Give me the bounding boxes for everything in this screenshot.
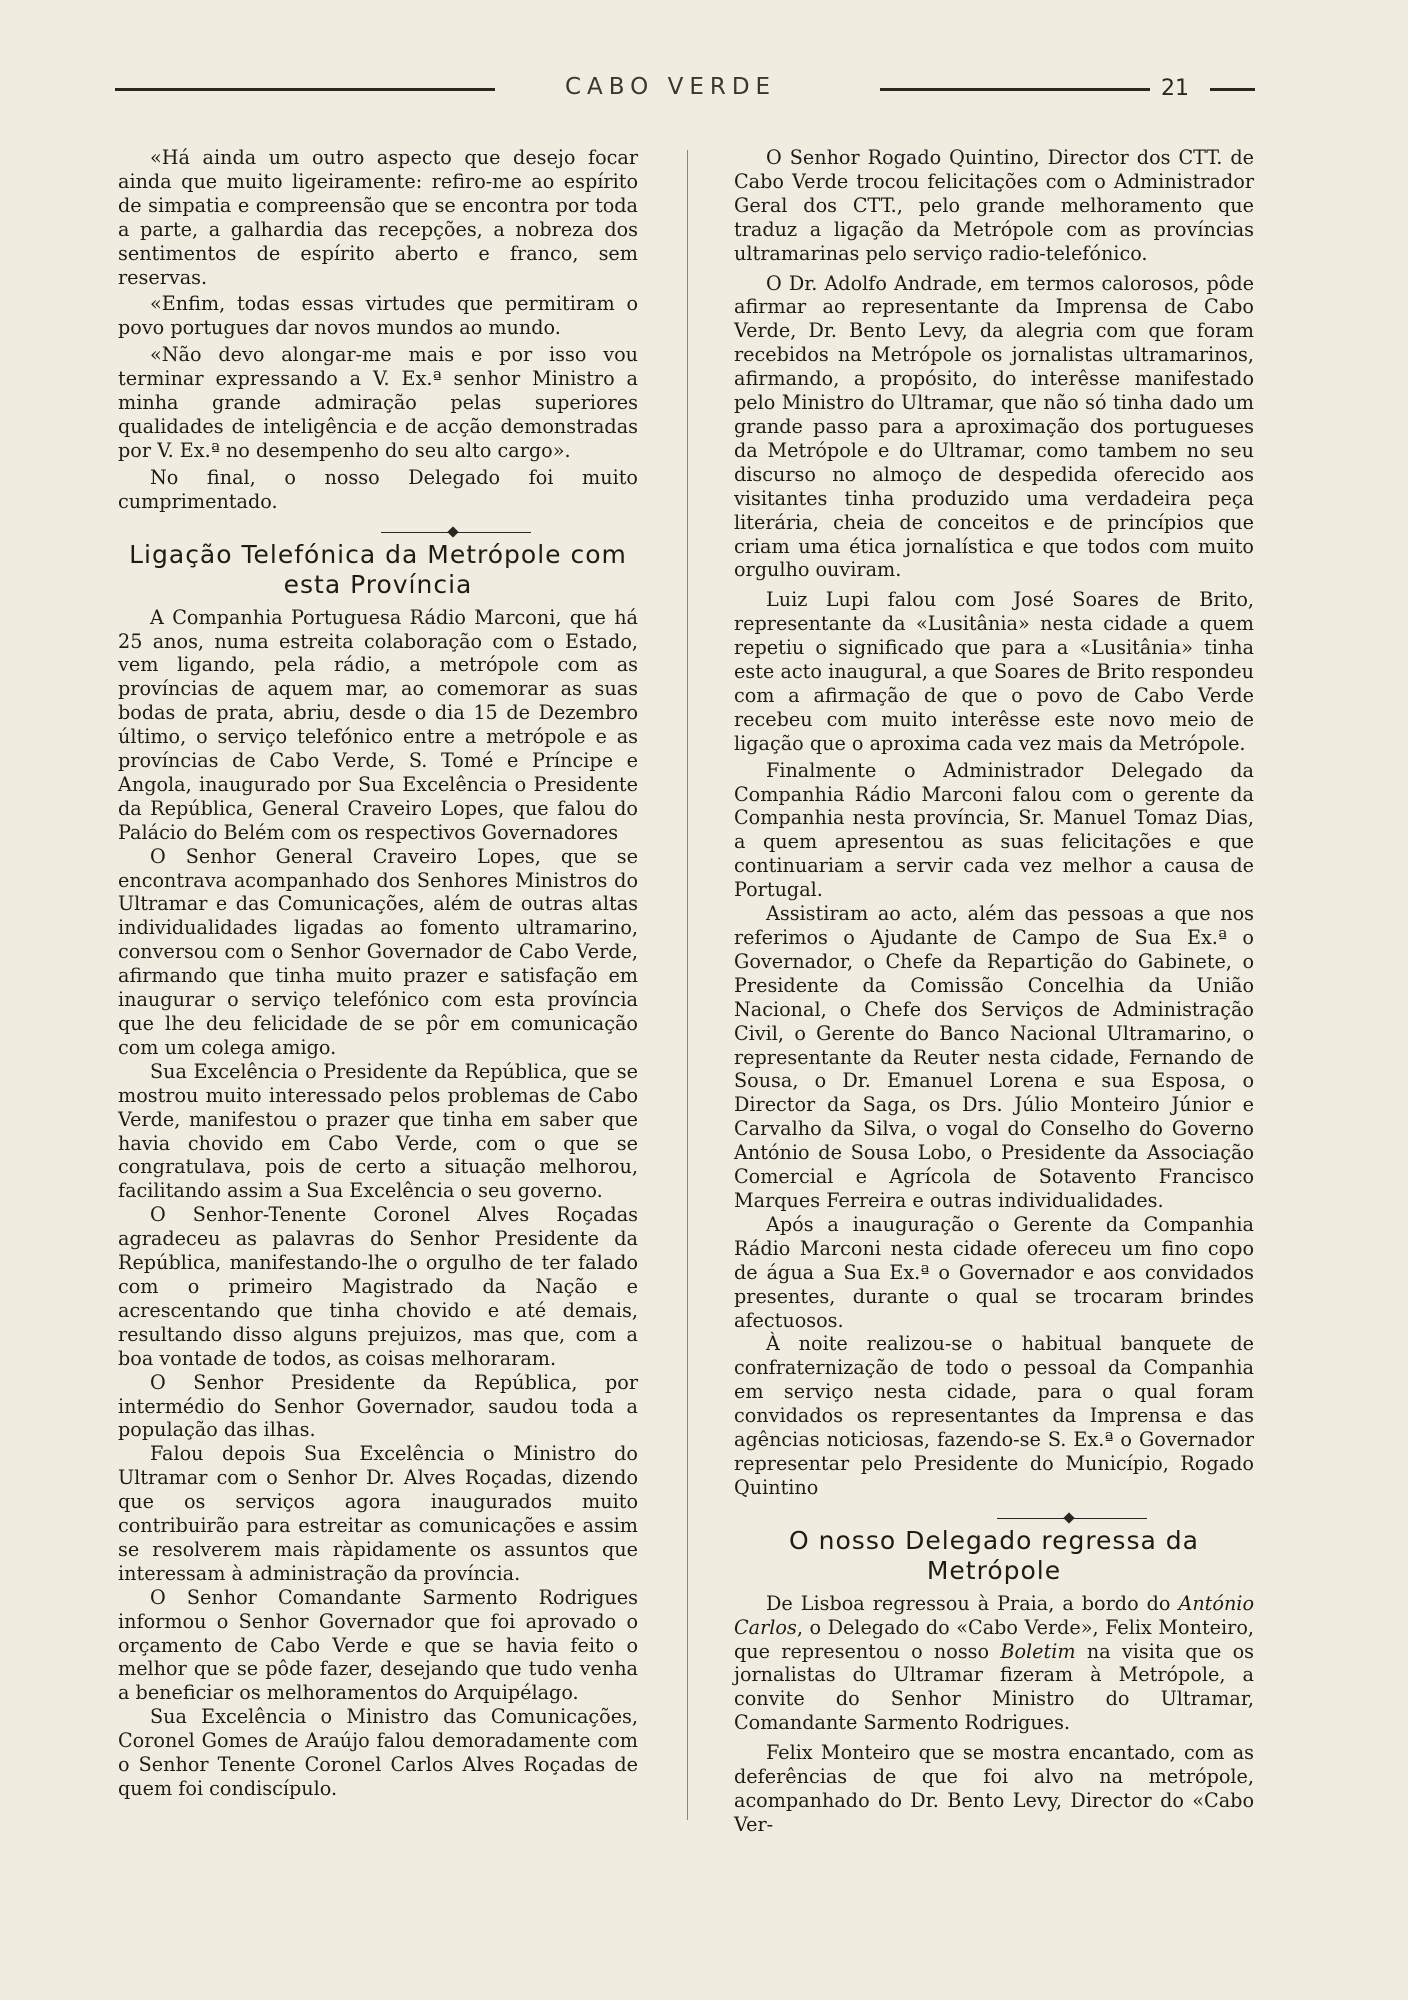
- paragraph: Sua Excelência o Ministro das Comunicações, Coronel Gomes de Araújo falou demoradamente com o Senhor Tenente Coronel Carlos Alves Roçadas de quem foi condiscípulo.: [118, 1705, 638, 1800]
- publication-title: CABO VERDE: [565, 74, 777, 100]
- paragraph: «Há ainda um outro aspecto que desejo focar ainda que muito ligeiramente: refiro-me ao espírito de simpatia e compreensão que se encontra por toda a parte, a galhardia das recepções, a nobreza dos sentimentos de espírito aberto e franco, sem reservas.: [118, 146, 638, 289]
- section-title-telephone: Ligação Telefónica da Metrópole com esta Província: [129, 539, 627, 599]
- paragraph: O Senhor Rogado Quintino, Director dos CTT. de Cabo Verde trocou felicitações com o Administrador Geral dos CTT., pelo grande melhoramento que traduz a ligação da Metrópole com as províncias ultramarinas pelo serviço radio-telefónico.: [734, 146, 1254, 265]
- paragraph: A Companhia Portuguesa Rádio Marconi, que há 25 anos, numa estreita colaboração com o Estado, vem ligando, pela rádio, a metrópole com as províncias de aquem mar, ao comemorar as suas bodas de prata, abriu, desde o dia 15 de Dezembro último, o serviço telefónico entre a metrópole e as províncias de Cabo Verde, S. Tomé e Príncipe e Angola, inaugurado por Sua Excelência o Presidente da República, General Craveiro Lopes, que falou do Palácio do Belém com os respectivos Governadores: [118, 605, 638, 844]
- paragraph: Assistiram ao acto, além das pessoas a que nos referimos o Ajudante de Campo de Sua Ex.ª o Governador, o Chefe da Repartição do Gabinete, o Presidente da Comissão Concelhia da União Nacional, o Chefe dos Serviços de Administração Civil, o Gerente do Banco Nacional Ultramarino, o representante da Reuter nesta cidade, Fernando de Sousa, o Dr. Emanuel Lorena e sua Esposa, o Director da Saga, os Drs. Júlio Monteiro Júnior e Carvalho da Silva, o vogal do Conselho do Governo António de Sousa Lobo, o Presidente da Associação Comercial e Agrícola de Sotavento Francisco Marques Ferreira e outras individualidades.: [734, 902, 1254, 1212]
- left-column: [118, 146, 638, 1801]
- paragraph: O Dr. Adolfo Andrade, em termos calorosos, pôde afirmar ao representante da Imprensa de Cabo Verde, Dr. Bento Levy, da alegria com que foram recebidos na Metrópole os jornalistas ultramarinos, afirmando, a propósito, do interêsse manifestado pelo Ministro do Ultramar, que não só tinha dado um grande passo para a aproximação dos portugueses da Metrópole e do Ultramar, como tambem no seu discurso no almoço de despedida oferecido aos visitantes tinha produzido uma verdadeira peça literária, cheia de conceitos e de princípios que criam uma ética jornalística e que todos com muito orgulho ouviram.: [734, 271, 1254, 582]
- paragraph: «Enfim, todas essas virtudes que permitiram o povo portugues dar novos mundos ao mundo.: [118, 292, 638, 340]
- paragraph: O Senhor General Craveiro Lopes, que se encontrava acompanhado dos Senhores Ministros do Ultramar e das Comunicações, além de outras altas individualidades ligadas ao fomento ultramarino, conversou com o Senhor Governador de Cabo Verde, afirmando que tinha muito prazer e satisfação em inaugurar o serviço telefónico com esta província que lhe deu felicidade de se pôr em comunicação com um colega amigo.: [118, 844, 638, 1059]
- paragraph: Felix Monteiro que se mostra encantado, com as deferências de que foi alvo na metrópole, acompanhado do Dr. Bento Levy, Director do «Cabo Ver-: [734, 1741, 1254, 1836]
- page-header: [115, 70, 1255, 110]
- text-run: na visita que os jornalistas do Ultramar fizeram à Metrópole, a convite do Senhor Ministro do Ultramar, Comandante Sarmento Rodrigues.: [734, 1639, 1254, 1735]
- paragraph: O Senhor-Tenente Coronel Alves Roçadas agradeceu as palavras do Senhor Presidente da República, manifestando-lhe o orgulho de ter falado com o primeiro Magistrado da Nação e acrescentando que tinha chovido e até demais, resultando disso alguns prejuizos, mas que, com a boa vontade de todos, as coisas melhoraram.: [118, 1203, 638, 1370]
- paragraph: O Senhor Presidente da República, por intermédio do Senhor Governador, saudou toda a população das ilhas.: [118, 1370, 638, 1442]
- header-rule-right: [880, 88, 1150, 91]
- section-title-delegate: O nosso Delegado regressa da Metrópole: [789, 1525, 1199, 1585]
- page-number: 21: [1161, 76, 1189, 101]
- section-ornament: [734, 1506, 1254, 1518]
- right-column: [734, 146, 1254, 1840]
- paragraph: Sua Excelência o Presidente da República, que se mostrou muito interessado pelos problemas de Cabo Verde, manifestou o prazer que tinha em saber que havia chovido em Cabo Verde, com o que se congratulava, pois de certo a situação melhorou, facilitando assim a Sua Excelência o seu governo.: [118, 1059, 638, 1203]
- paragraph: O Senhor Comandante Sarmento Rodrigues informou o Senhor Governador que foi aprovado o orçamento de Cabo Verde e que se havia feito o melhor que se pôde fazer, desejando que tudo venha a beneficiar os melhoramentos do Arquipélago.: [118, 1585, 638, 1705]
- paragraph: «Não devo alongar-me mais e por isso vou terminar expressando a V. Ex.ª senhor Ministro a minha grande admiração pelas superiores qualidades de inteligência e de acção demonstradas por V. Ex.ª no desempenho do seu alto cargo».: [118, 343, 638, 462]
- paragraph: [734, 1592, 1254, 1735]
- header-rule-left: [115, 88, 495, 91]
- paragraph: Luiz Lupi falou com José Soares de Brito, representante da «Lusitânia» nesta cidade a quem repetiu o significado que para a «Lusitânia» tinha este acto inaugural, a que Soares de Brito respondeu com a afirmação de que o povo de Cabo Verde recebeu com muito interêsse este novo meio de ligação que o aproxima cada vez mais da Metrópole.: [734, 588, 1254, 755]
- header-rule-end: [1210, 88, 1255, 91]
- paragraph: Finalmente o Administrador Delegado da Companhia Rádio Marconi falou com o gerente da Companhia nesta província, Sr. Manuel Tomaz Dias, a quem apresentou as suas felicitações e que continuariam a servir cada vez melhor a causa de Portugal.: [734, 758, 1254, 902]
- text-run: De Lisboa regressou à Praia, a bordo do: [766, 1591, 1179, 1615]
- bulletin-name: Boletim: [1000, 1639, 1076, 1663]
- paragraph: Falou depois Sua Excelência o Ministro do Ultramar com o Senhor Dr. Alves Roçadas, dizendo que os serviços agora inaugurados muito contribuirão para estreitar as comunicações e assim se resolverem mais ràpidamente os assuntos que interessam à administração da província.: [118, 1442, 638, 1585]
- ship-name: António Carlos: [734, 1591, 1254, 1639]
- paragraph: À noite realizou-se o habitual banquete de confraternização de todo o pessoal da Companhia em serviço nesta cidade, para o qual foram convidados os representantes da Imprensa e das agências noticiosas, fazendo-se S. Ex.ª o Governador representar pelo Presidente do Município, Rogado Quintino: [734, 1332, 1254, 1499]
- paragraph: No final, o nosso Delegado foi muito cumprimentado.: [118, 465, 638, 513]
- column-divider: [687, 150, 688, 1820]
- paragraph: Após a inauguração o Gerente da Companhia Rádio Marconi nesta cidade ofereceu um fino copo de água a Sua Ex.ª o Governador e aos convidados presentes, durante o qual se trocaram brindes afectuosos.: [734, 1212, 1254, 1332]
- section-ornament: [118, 520, 638, 532]
- text-run: , o Delegado do «Cabo Verde», Felix Monteiro, que representou o nosso: [734, 1615, 1254, 1663]
